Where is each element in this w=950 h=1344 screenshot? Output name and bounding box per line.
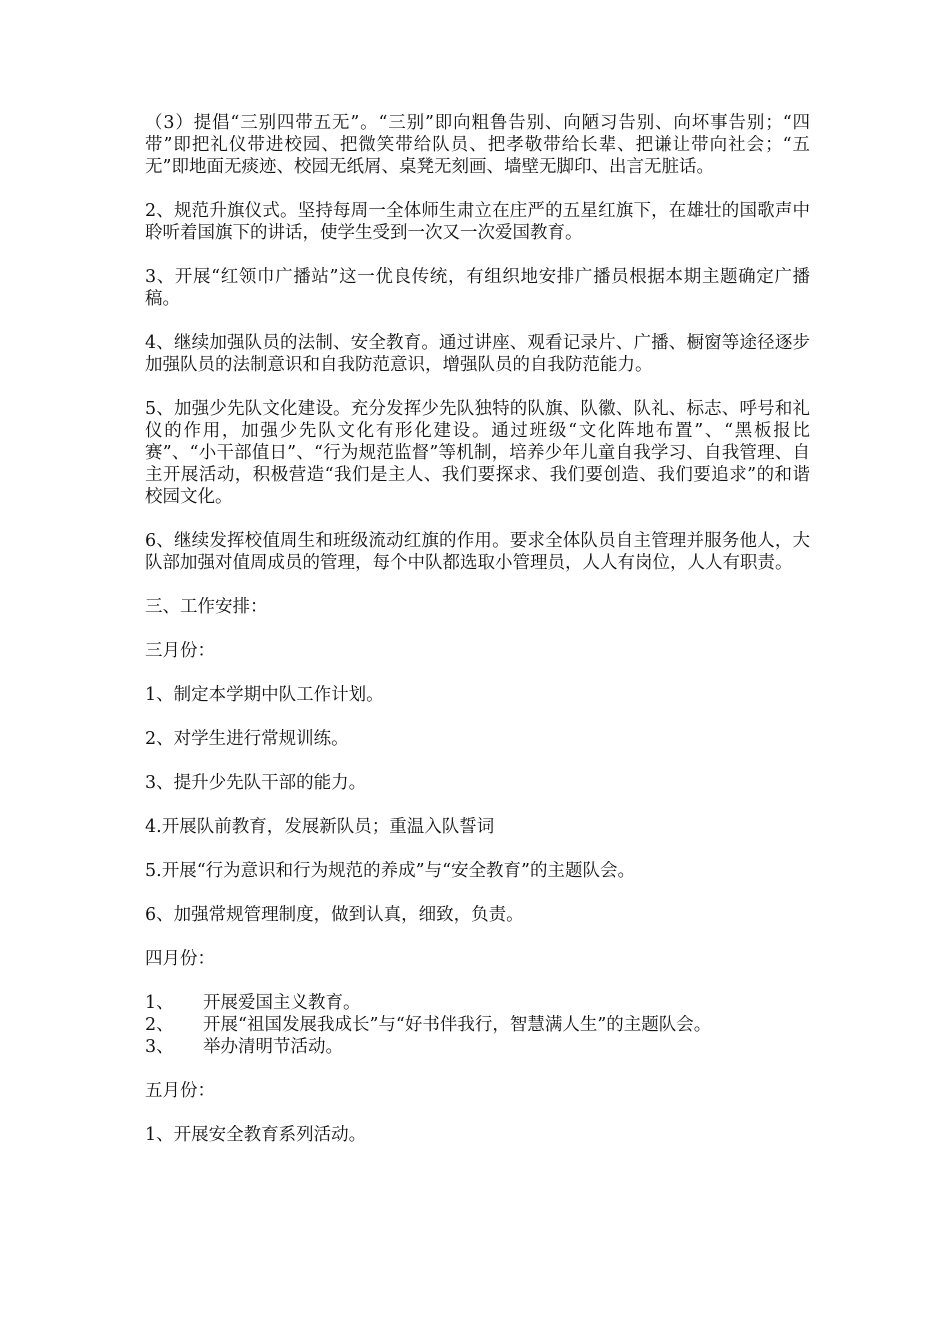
april-list	[145, 992, 810, 1058]
list-item-text: 举办清明节活动。	[203, 1037, 343, 1057]
march-item-2: 2、对学生进行常规训练。	[145, 729, 349, 749]
month-heading-march: 三月份：	[145, 641, 215, 661]
list-item	[145, 1014, 810, 1036]
month-heading-may: 五月份：	[145, 1081, 215, 1101]
list-item	[145, 992, 810, 1014]
march-item-4: 4.开展队前教育，发展新队员；重温入队誓词	[145, 817, 495, 837]
month-heading-april: 四月份：	[145, 949, 215, 969]
list-item	[145, 1036, 810, 1058]
list-item-number: 2、	[145, 1015, 174, 1035]
paragraph-duty-red-flag: 6、继续发挥校值周生和班级流动红旗的作用。要求全体队员自主管理并服务他人，大队部加强对值周成员的管理，每个中队都选取小管理员，人人有岗位，人人有职责。	[145, 531, 810, 573]
document-page	[145, 112, 810, 1168]
march-item-1: 1、制定本学期中队工作计划。	[145, 685, 384, 705]
paragraph-legal-safety-education: 4、继续加强队员的法制、安全教育。通过讲座、观看记录片、广播、橱窗等途径逐步加强队员的法制意识和自我防范意识，增强队员的自我防范能力。	[145, 333, 810, 375]
march-item-3: 3、提升少先队干部的能力。	[145, 773, 367, 793]
march-item-5: 5.开展“行为意识和行为规范的养成”与“安全教育”的主题队会。	[145, 861, 635, 881]
list-item-number: 3、	[145, 1037, 174, 1057]
list-item-text: 开展“祖国发展我成长”与“好书伴我行，智慧满人生”的主题队会。	[203, 1015, 712, 1035]
list-item-text: 开展爱国主义教育。	[203, 993, 361, 1013]
paragraph-three-no-four-bring-five-none: （3）提倡“三别四带五无”。“三别”即向粗鲁告别、向陋习告别、向坏事告别；“四带”即把礼仪带进校园、把微笑带给队员、把孝敬带给长辈、把谦让带向社会；“五无”即地面无痰迹、校园无纸屑、桌凳无刻画、墙壁无脚印、出言无脏话。	[145, 113, 810, 177]
paragraph-radio-station: 3、开展“红领巾广播站”这一优良传统，有组织地安排广播员根据本期主题确定广播稿。	[145, 267, 810, 309]
paragraph-flag-ceremony: 2、规范升旗仪式。坚持每周一全体师生肃立在庄严的五星红旗下，在雄壮的国歌声中聆听着国旗下的讲话，使学生受到一次又一次爱国教育。	[145, 201, 810, 243]
list-item-number: 1、	[145, 993, 174, 1013]
may-item-1: 1、开展安全教育系列活动。	[145, 1125, 367, 1145]
section-heading-work-schedule: 三、工作安排：	[145, 597, 268, 617]
march-item-6: 6、加强常规管理制度，做到认真，细致，负责。	[145, 905, 524, 925]
paragraph-culture-building: 5、加强少先队文化建设。充分发挥少先队独特的队旗、队徽、队礼、标志、呼号和礼仪的作用，加强少先队文化有形化建设。通过班级“文化阵地布置”、“黑板报比赛”、“小干部值日”、“行为规范监督”等机制，培养少年儿童自我学习、自我管理、自主开展活动，积极营造“我们是主人、我们要探求、我们要创造、我们要追求”的和谐校园文化。	[145, 399, 810, 507]
